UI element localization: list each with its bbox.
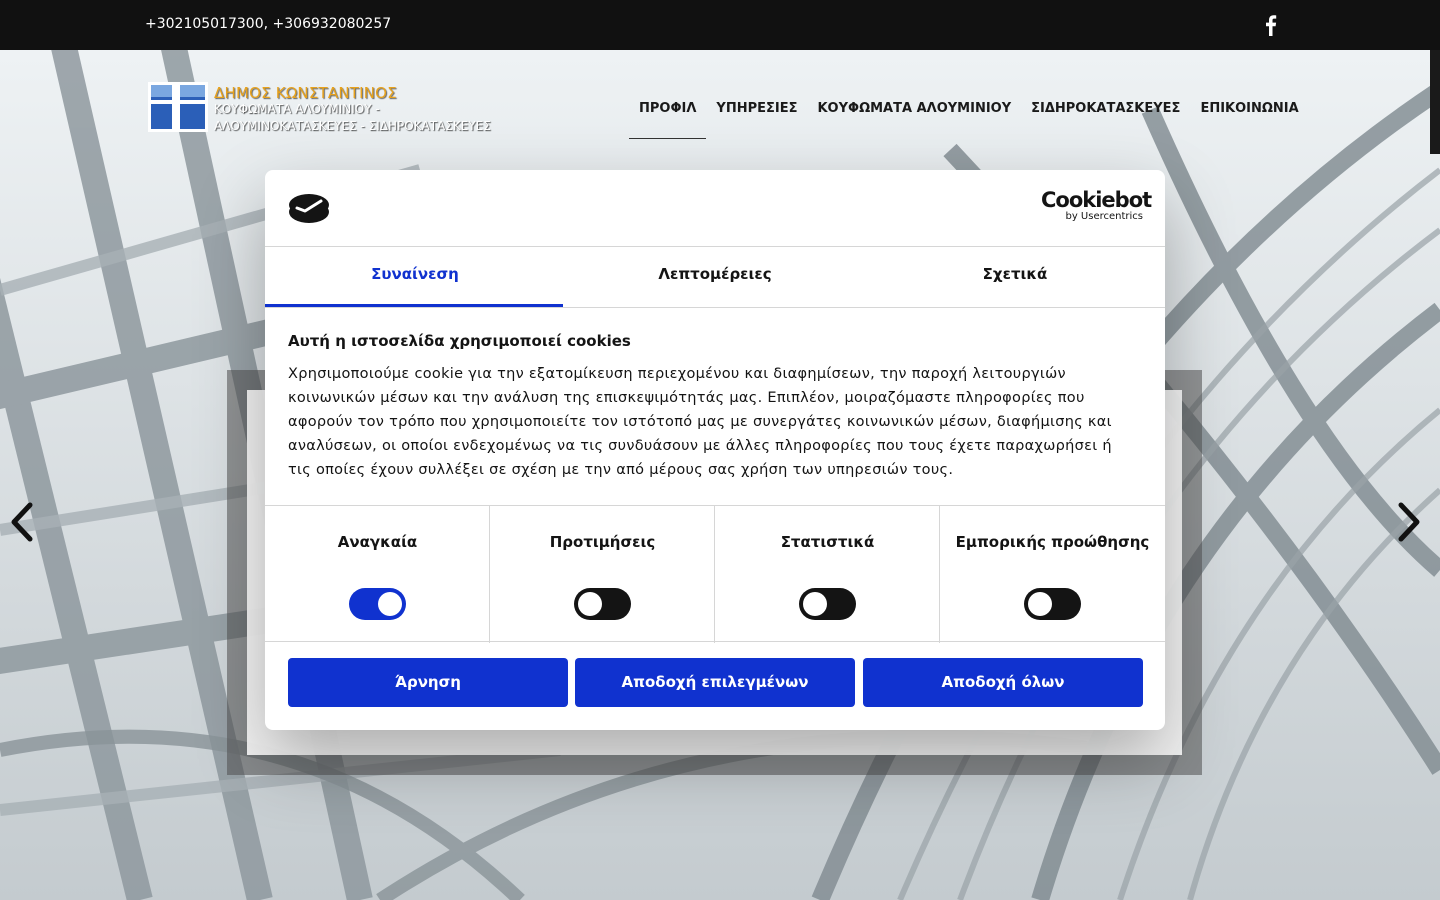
dialog-title: Αυτή η ιστοσελίδα χρησιμοποιεί cookies bbox=[288, 332, 631, 350]
category-label: Εμπορικής προώθησης bbox=[955, 533, 1150, 551]
category-statistics bbox=[715, 506, 940, 643]
cookie-consent-dialog bbox=[265, 170, 1165, 730]
company-logo[interactable] bbox=[148, 82, 208, 132]
deny-button[interactable]: Άρνηση bbox=[288, 658, 568, 707]
dialog-header bbox=[265, 170, 1165, 247]
top-bar bbox=[0, 0, 1440, 50]
dialog-tabs bbox=[265, 247, 1165, 308]
cookiebot-logo[interactable] bbox=[1041, 188, 1152, 223]
tab-about[interactable]: Σχετικά bbox=[982, 265, 1048, 283]
nav-item-iron-constructions[interactable]: ΣΙΔΗΡΟΚΑΤΑΣΚΕΥΕΣ bbox=[1031, 101, 1181, 116]
toggle-knob bbox=[378, 592, 402, 616]
category-preferences bbox=[490, 506, 715, 643]
cookiebot-brand-name: Cookiebot bbox=[1041, 188, 1152, 212]
marketing-toggle[interactable] bbox=[1024, 588, 1081, 620]
brand-subtitle-line1: ΚΟΥΦΩΜΑΤΑ ΑΛΟΥΜΙΝΙΟΥ - bbox=[214, 102, 380, 116]
nav-item-services[interactable]: ΥΠΗΡΕΣΙΕΣ bbox=[716, 101, 798, 116]
statistics-toggle[interactable] bbox=[799, 588, 856, 620]
cookie-category-toggles bbox=[265, 505, 1165, 642]
cookie-icon bbox=[288, 192, 330, 224]
category-label: Αναγκαία bbox=[337, 533, 418, 551]
category-marketing bbox=[940, 506, 1165, 643]
accept-selected-button[interactable]: Αποδοχή επιλεγμένων bbox=[575, 658, 855, 707]
preferences-toggle[interactable] bbox=[574, 588, 631, 620]
category-necessary bbox=[265, 506, 490, 643]
brand-title[interactable]: ΔΗΜΟΣ ΚΩΝΣΤΑΝΤΙΝΟΣ bbox=[214, 84, 397, 102]
nav-item-aluminium-frames[interactable]: ΚΟΥΦΩΜΑΤΑ ΑΛΟΥΜΙΝΙΟΥ bbox=[817, 101, 1012, 116]
tab-consent[interactable]: Συναίνεση bbox=[265, 247, 565, 307]
tab-details[interactable]: Λεπτομέρειες bbox=[658, 265, 772, 283]
nav-item-contact[interactable]: ΕΠΙΚΟΙΝΩΝΙΑ bbox=[1200, 101, 1299, 116]
necessary-toggle[interactable] bbox=[349, 588, 406, 620]
dialog-description: Χρησιμοποιούμε cookie για την εξατομίκευση περιεχομένου και διαφημίσεων, την παροχή λειτουργιών κοινωνικών μέσων και την ανάλυση της επισκεψιμότητάς μας. Επιπλέον, μοιραζόμαστε πληροφορίες που αφορούν τον τρόπο που χρησιμοποιείτε τον ιστότοπό μας με συνεργάτες κοινωνικών μέσων, διαφήμισης και αναλύσεων, οι οποίοι ενδεχομένως να τις συνδυάσουν με άλλες πληροφορίες που τους έχετε παραχωρήσει ή τις οποίες έχουν συλλέξει σε σχέση με την από μέρους σας χρήση των υπηρεσιών τους. bbox=[288, 366, 1112, 478]
cookiebot-brand-by: by Usercentrics bbox=[1065, 211, 1143, 222]
chevron-left-icon[interactable] bbox=[9, 502, 35, 542]
toggle-knob bbox=[803, 592, 827, 616]
phone-numbers: +302105017300, +306932080257 bbox=[145, 16, 392, 32]
category-label: Προτιμήσεις bbox=[549, 533, 656, 551]
toggle-knob bbox=[578, 592, 602, 616]
category-label: Στατιστικά bbox=[780, 533, 875, 551]
scrollbar-thumb[interactable] bbox=[1430, 50, 1440, 154]
brand-subtitle-line2: ΑΛΟΥΜΙΝΟΚΑΤΑΣΚΕΥΕΣ - ΣΙΔΗΡΟΚΑΤΑΣΚΕΥΕΣ bbox=[214, 119, 491, 133]
facebook-icon[interactable] bbox=[1262, 14, 1278, 36]
main-nav bbox=[629, 100, 1309, 140]
toggle-knob bbox=[1028, 592, 1052, 616]
accept-all-button[interactable]: Αποδοχή όλων bbox=[863, 658, 1143, 707]
nav-item-profile[interactable]: ΠΡΟΦΙΛ bbox=[629, 100, 706, 139]
chevron-right-icon[interactable] bbox=[1396, 502, 1422, 542]
